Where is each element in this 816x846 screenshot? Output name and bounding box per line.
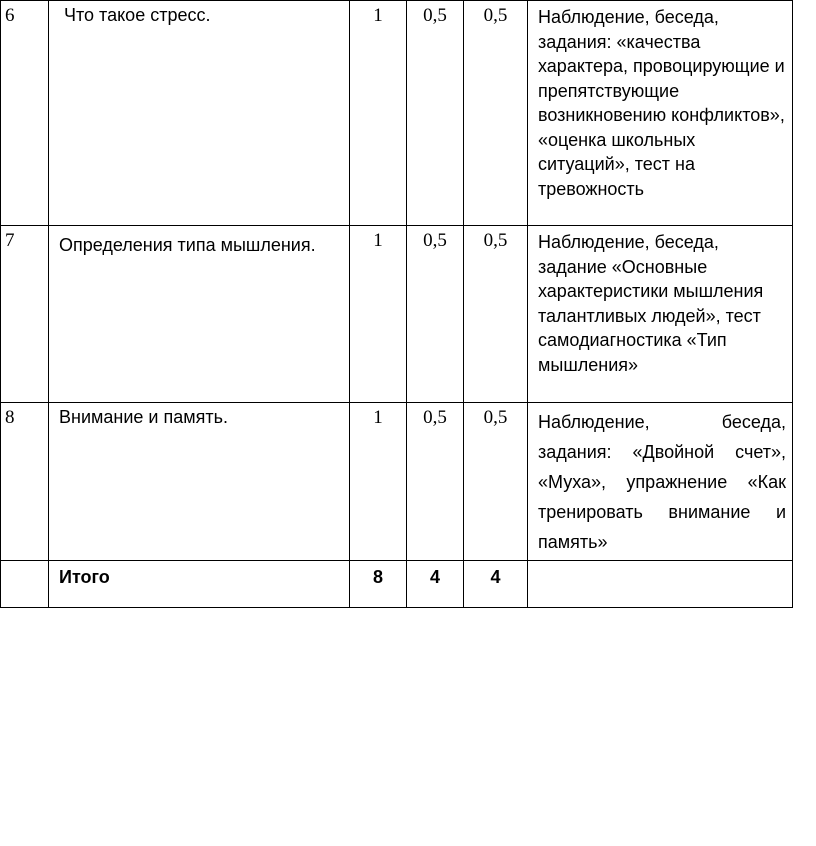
- row-number: 7: [1, 226, 49, 403]
- totals-theory-hours: 4: [407, 561, 464, 608]
- topic-cell: Внимание и память.: [49, 403, 350, 561]
- total-hours-cell: 1: [350, 403, 407, 561]
- totals-number-cell: [1, 561, 49, 608]
- table-row: [1, 1, 793, 226]
- table-row: [1, 226, 793, 403]
- row-number: 8: [1, 403, 49, 561]
- theory-hours-cell: 0,5: [407, 226, 464, 403]
- control-forms-cell: Наблюдение, беседа, задания: «качества характера, провоцирующие и препятствующие возникновению конфликтов», «оценка школьных ситуаций», тест на тревожность: [528, 1, 793, 226]
- totals-forms-cell: [528, 561, 793, 608]
- totals-row: [1, 561, 793, 608]
- control-forms-cell: Наблюдение, беседа, задания: «Двойной счет», «Муха», упражнение «Как тренировать внимание и память»: [528, 403, 793, 561]
- totals-total-hours: 8: [350, 561, 407, 608]
- totals-practice-hours: 4: [464, 561, 528, 608]
- practice-hours-cell: 0,5: [464, 403, 528, 561]
- theory-hours-cell: 0,5: [407, 1, 464, 226]
- practice-hours-cell: 0,5: [464, 1, 528, 226]
- theory-hours-cell: 0,5: [407, 403, 464, 561]
- table-row: [1, 403, 793, 561]
- practice-hours-cell: 0,5: [464, 226, 528, 403]
- topic-cell: Что такое стресс.: [49, 1, 350, 226]
- totals-label: Итого: [49, 561, 350, 608]
- total-hours-cell: 1: [350, 226, 407, 403]
- row-number: 6: [1, 1, 49, 226]
- control-forms-cell: Наблюдение, беседа, задание «Основные характеристики мышления талантливых людей», тест самодиагностика «Тип мышления»: [528, 226, 793, 403]
- topic-cell: Определения типа мышления.: [49, 226, 350, 403]
- total-hours-cell: 1: [350, 1, 407, 226]
